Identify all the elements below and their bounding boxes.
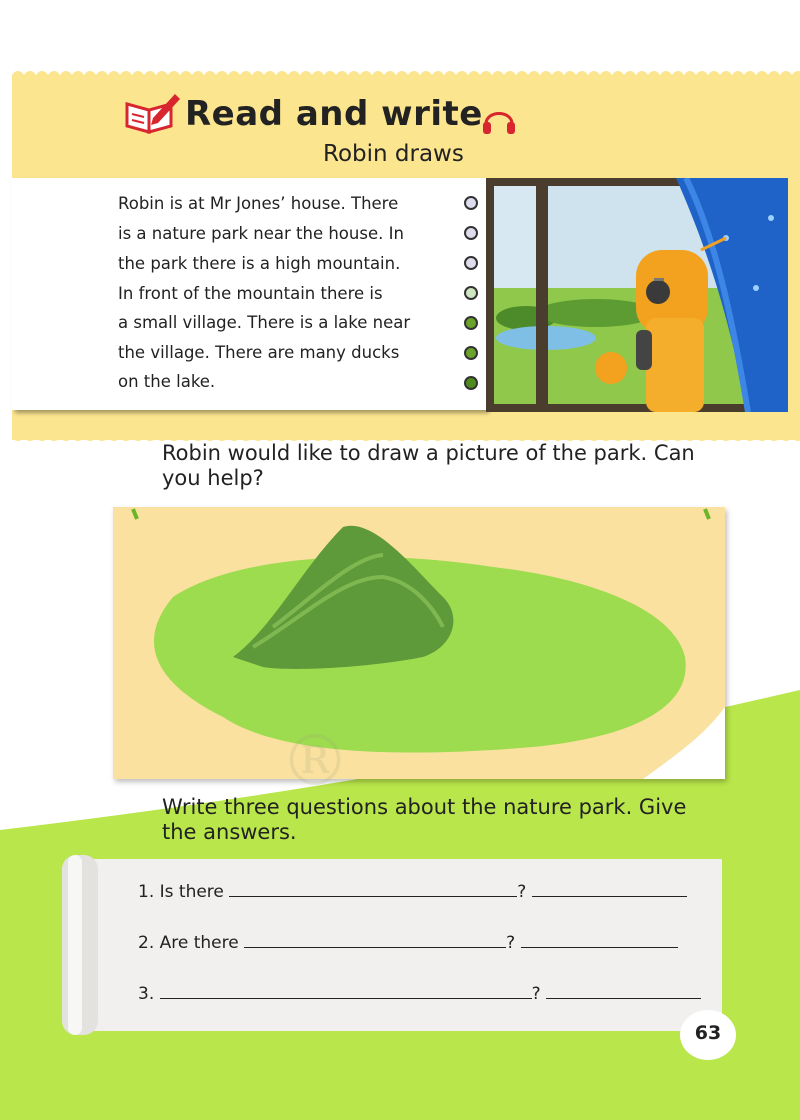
question-mark: ? bbox=[531, 984, 541, 1004]
binder-ring bbox=[464, 376, 478, 390]
binder-ring bbox=[464, 346, 478, 360]
binder-ring bbox=[464, 316, 478, 330]
write-instruction bbox=[162, 795, 762, 845]
question-prefix: 2. Are there bbox=[138, 933, 239, 953]
story-line: is a nature park near the house. In bbox=[118, 224, 404, 243]
binder-ring bbox=[464, 256, 478, 270]
instruction-line: Write three questions about the nature park. Give bbox=[162, 795, 687, 819]
question-2 bbox=[138, 930, 678, 953]
page-title: Read and write bbox=[185, 94, 483, 134]
question-1 bbox=[138, 879, 687, 902]
draw-instruction bbox=[162, 441, 762, 491]
answer-blank[interactable] bbox=[229, 879, 517, 897]
instruction-line: Robin would like to draw a picture of the park. Can bbox=[162, 441, 695, 465]
question-3 bbox=[138, 981, 701, 1004]
story-line: on the lake. bbox=[118, 372, 216, 391]
question-mark: ? bbox=[517, 882, 527, 902]
instruction-line: you help? bbox=[162, 466, 264, 490]
story-line: a small village. There is a lake near bbox=[118, 313, 411, 332]
story-line: Robin is at Mr Jones’ house. There bbox=[118, 194, 399, 213]
scallop-edge-top bbox=[12, 66, 800, 80]
question-mark: ? bbox=[506, 933, 516, 953]
page-number: 63 bbox=[694, 1022, 722, 1044]
question-prefix: 3. bbox=[138, 984, 155, 1004]
book-pencil-icon bbox=[123, 90, 181, 136]
answer-blank[interactable] bbox=[521, 930, 678, 948]
answer-blank[interactable] bbox=[160, 981, 532, 999]
story-line: the park there is a high mountain. bbox=[118, 254, 401, 273]
page-subtitle: Robin draws bbox=[323, 141, 464, 167]
binder-ring bbox=[464, 196, 478, 210]
window-illustration bbox=[486, 178, 788, 412]
answer-blank[interactable] bbox=[244, 930, 506, 948]
drawing-paper[interactable] bbox=[113, 507, 725, 779]
story-card bbox=[12, 178, 486, 410]
instruction-line: the answers. bbox=[162, 820, 297, 844]
binder-ring bbox=[464, 226, 478, 240]
answer-blank[interactable] bbox=[546, 981, 701, 999]
watermark: ® bbox=[280, 720, 350, 802]
headphones-icon[interactable] bbox=[480, 104, 518, 138]
binder-ring bbox=[464, 286, 478, 300]
story-line: the village. There are many ducks bbox=[118, 343, 400, 362]
answer-blank[interactable] bbox=[532, 879, 687, 897]
story-line: In front of the mountain there is bbox=[118, 284, 383, 303]
question-prefix: 1. Is there bbox=[138, 882, 224, 902]
